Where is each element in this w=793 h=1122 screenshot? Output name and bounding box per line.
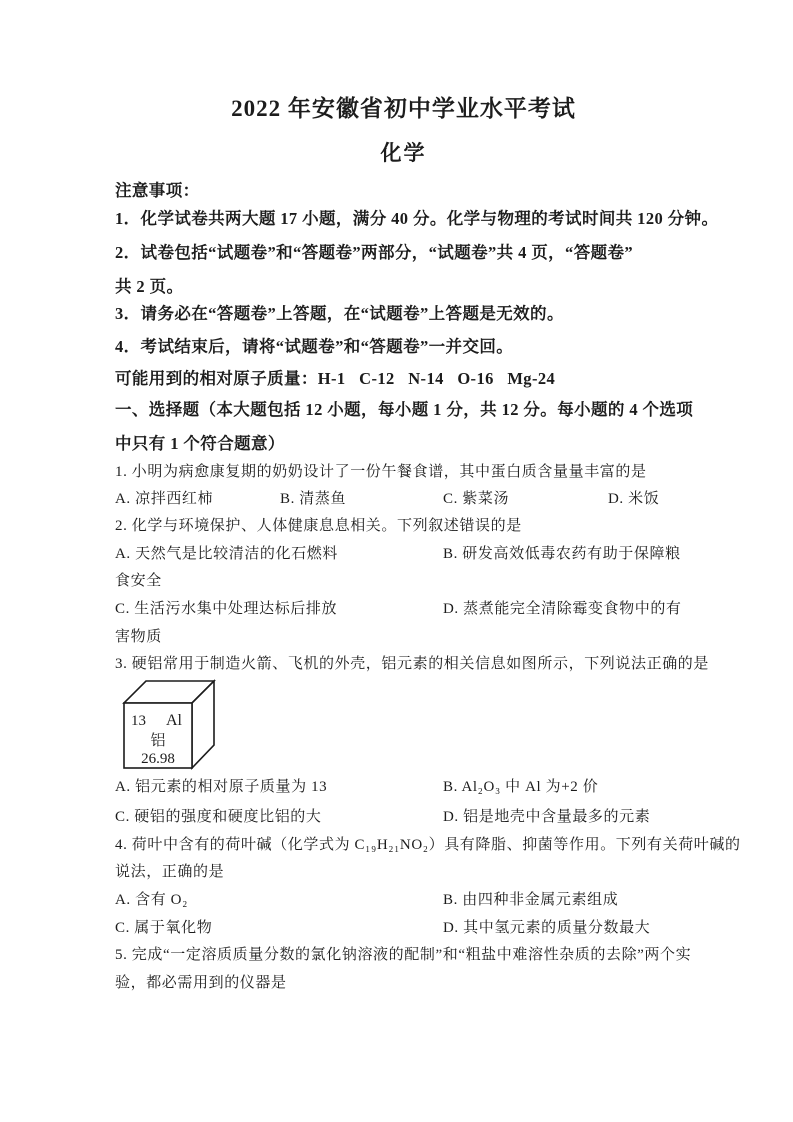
question-2-option-c: C. 生活污水集中处理达标后排放 (115, 601, 338, 617)
question-5-stem-line-2: 验，都必需用到的仪器是 (115, 975, 287, 991)
question-3-option-d: D. 铝是地壳中含量最多的元素 (443, 809, 651, 825)
section-one-heading-line-1: 一、选择题（本大题包括 12 小题，每小题 1 分，共 12 分。每小题的 4 个选项 (115, 400, 694, 419)
question-1-option-c: C. 紫菜汤 (443, 491, 510, 507)
question-3-option-a: A. 铝元素的相对原子质量为 13 (115, 779, 328, 795)
notice-heading: 注意事项： (115, 181, 200, 200)
exam-subject: 化学 (380, 141, 427, 165)
question-3-stem: 3. 硬铝常用于制造火箭、飞机的外壳，铝元素的相关信息如图所示，下列说法正确的是 (115, 656, 710, 672)
element-atomic-number: 13 (131, 713, 146, 729)
notice-item-2-line-2: 共 2 页。 (115, 277, 184, 296)
section-one-heading-line-2: 中只有 1 个符合题意） (115, 434, 285, 453)
question-3-option-c: C. 硬铝的强度和硬度比铝的大 (115, 809, 322, 825)
aluminum-element-cube-figure (121, 678, 221, 773)
question-4-stem-line-1: 4. 荷叶中含有的荷叶碱（化学式为 C₁₉H₂₁NO₂）具有降脂、抑菌等作用。下列有关荷叶碱的 (115, 837, 741, 853)
element-symbol: Al (166, 712, 182, 729)
question-2-option-d-wrap: 害物质 (115, 629, 162, 645)
question-4-option-b: B. 由四种非金属元素组成 (443, 892, 619, 908)
question-2-stem: 2. 化学与环境保护、人体健康息息相关。下列叙述错误的是 (115, 518, 522, 534)
question-2-option-d: D. 蒸煮能完全清除霉变食物中的有 (443, 601, 682, 617)
question-1-option-a: A. 凉拌西红柿 (115, 491, 214, 507)
question-1-option-b: B. 清蒸鱼 (280, 491, 347, 507)
question-4-option-a: A. 含有 O₂ (115, 892, 188, 908)
element-atomic-mass: 26.98 (141, 751, 175, 767)
question-2-option-b: B. 研发高效低毒农药有助于保障粮 (443, 546, 681, 562)
question-1-options (115, 488, 692, 510)
notice-item-2-line-1: 2．试卷包括“试题卷”和“答题卷”两部分，“试题卷”共 4 页，“答题卷” (115, 243, 634, 262)
question-4-option-c: C. 属于氧化物 (115, 920, 213, 936)
question-5-stem-line-1: 5. 完成“一定溶质质量分数的氯化钠溶液的配制”和“粗盐中难溶性杂质的去除”两个实 (115, 947, 692, 963)
question-4-stem-line-2: 说法，正确的是 (115, 864, 225, 880)
question-4-options-row-1 (115, 889, 692, 911)
question-3-option-b: B. Al₂O₃ 中 Al 为+2 价 (443, 779, 599, 795)
atomic-masses-line: 可能用到的相对原子质量：H-1 C-12 N-14 O-16 Mg-24 (115, 369, 556, 388)
question-2-options-row-1 (115, 543, 692, 565)
question-4-option-d: D. 其中氢元素的质量分数最大 (443, 920, 651, 936)
question-3-options-row-2 (115, 806, 692, 828)
question-4-options-row-2 (115, 917, 692, 939)
element-name: 铝 (150, 733, 166, 749)
question-2-option-b-wrap: 食安全 (115, 573, 162, 589)
question-2-options-row-2 (115, 598, 692, 620)
notice-item-1: 1．化学试卷共两大题 17 小题，满分 40 分。化学与物理的考试时间共 120 分钟。 (115, 209, 719, 228)
question-1-stem: 1. 小明为病愈康复期的奶奶设计了一份午餐食谱，其中蛋白质含量量丰富的是 (115, 464, 647, 480)
exam-title: 2022 年安徽省初中学业水平考试 (231, 96, 576, 121)
question-2-option-a: A. 天然气是比较清洁的化石燃料 (115, 546, 338, 562)
notice-item-3: 3．请务必在“答题卷”上答题，在“试题卷”上答题是无效的。 (115, 304, 564, 323)
question-3-options-row-1 (115, 776, 692, 798)
notice-item-4: 4．考试结束后，请将“试题卷”和“答题卷”一并交回。 (115, 337, 514, 356)
question-1-option-d: D. 米饭 (608, 491, 660, 507)
